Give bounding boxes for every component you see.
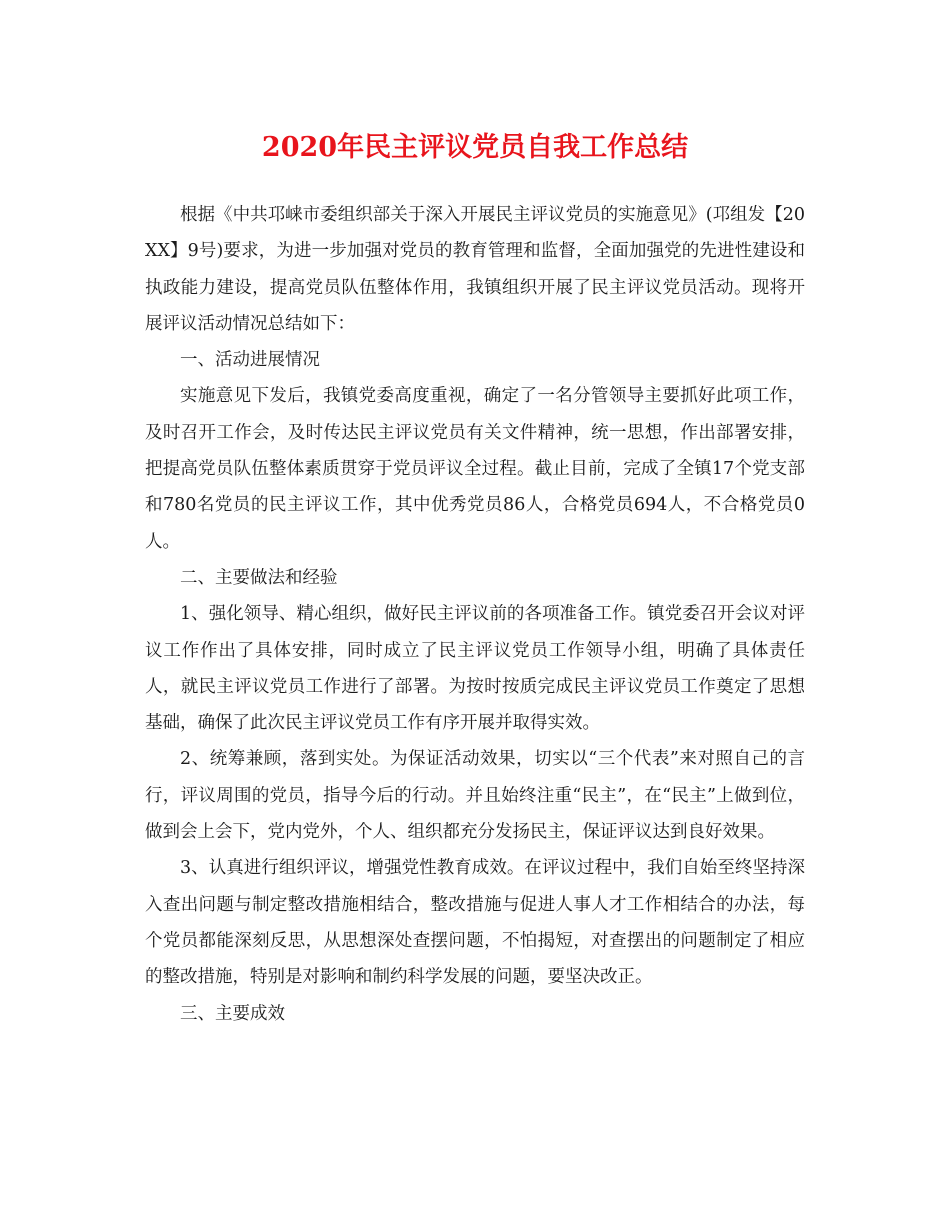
method-paragraph-1: 1、强化领导、精心组织，做好民主评议前的各项准备工作。镇党委召开会议对评议工作作出了具体安排，同时成立了民主评议党员工作领导小组，明确了具体责任人，就民主评议党员工作进行了部署。为按时按质完成民主评议党员工作奠定了思想基础，确保了此次民主评议党员工作有序开展并取得实效。 [145, 604, 805, 734]
section-heading-progress: 一、活动进展情况 [180, 350, 320, 371]
method-paragraph-2: 2、统筹兼顾，落到实处。为保证活动效果，切实以“三个代表”来对照自己的言行，评议周围的党员，指导今后的行动。并且始终注重“民主”，在“民主”上做到位，做到会上会下，党内党外，个人、组织都充分发扬民主，保证评议达到良好效果。 [145, 749, 805, 843]
method-paragraph-3: 3、认真进行组织评议，增强党性教育成效。在评议过程中，我们自始至终坚持深入查出问题与制定整改措施相结合，整改措施与促进人事人才工作相结合的办法，每个党员都能深刻反思，从思想深处查摆问题，不怕揭短，对查摆出的问题制定了相应的整改措施，特别是对影响和制约科学发展的问题，要坚决改正。 [145, 858, 805, 988]
document-body [145, 197, 805, 1032]
section-heading-methods: 二、主要做法和经验 [180, 567, 338, 588]
section-heading-results: 三、主要成效 [180, 1003, 285, 1024]
document-title: 2020年民主评议党员自我工作总结 [261, 132, 689, 163]
intro-paragraph: 根据《中共邛崃市委组织部关于深入开展民主评议党员的实施意见》(邛组发【20XX】9号)要求，为进一步加强对党员的教育管理和监督，全面加强党的先进性建设和执政能力建设，提高党员队伍整体作用，我镇组织开展了民主评议党员活动。现将开展评议活动情况总结如下： [145, 205, 805, 334]
progress-paragraph: 实施意见下发后，我镇党委高度重视，确定了一名分管领导主要抓好此项工作，及时召开工作会，及时传达民主评议党员有关文件精神，统一思想，作出部署安排，把提高党员队伍整体素质贯穿于党员评议全过程。截止目前，完成了全镇17个党支部和780名党员的民主评议工作，其中优秀党员86人，合格党员694人，不合格党员0人。 [145, 386, 805, 552]
